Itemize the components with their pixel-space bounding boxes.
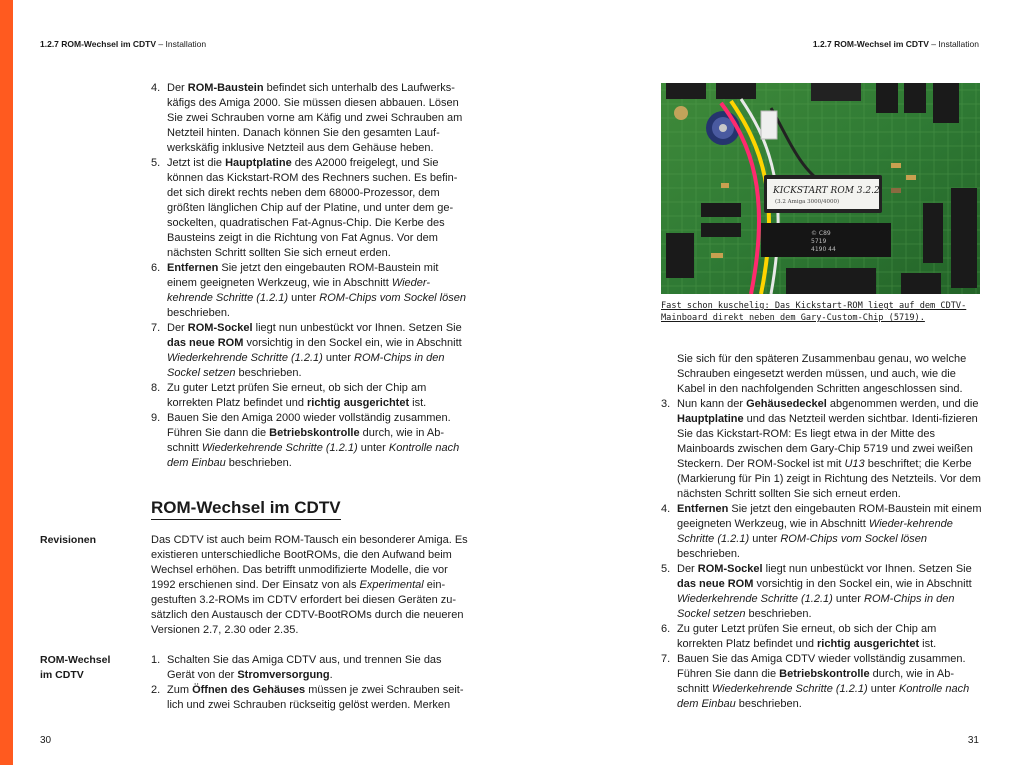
revisionen-paragraph: Das CDTV ist auch beim ROM-Tausch ein besonderer Amiga. Es existieren unterschiedliche BootROMs, die den Aufwand beim Wechsel erhöhen. Das betrifft unmodifizierte Modelle, die vor 1992 erschienen sind. Der Einsatz von als Experimental ein-gestuften 3.2-ROMs im CDTV erfordert bei diesen Geräten zu-sätzlich den Austausch der CDTV-BootROMs durch die neueren Versionen 2.7, 2.30 oder 2.35. <box>151 534 468 636</box>
gary-label-line2: 5719 <box>811 238 827 245</box>
list-item: 9. Bauen Sie den Amiga 2000 wieder vollständig zusammen. Führen Sie dann die Betriebskontrolle durch, wie in Ab-schnitt Wiederkehrende Schritte (1.2.1) unter Kontrolle nach dem Einbau beschrieben. <box>151 412 460 469</box>
list-item: 6. Zu guter Letzt prüfen Sie erneut, ob sich der Chip am korrekten Platz befindet und richtig ausgerichtet ist. <box>661 623 937 650</box>
photo-caption: Fast schon kuschelig: Das Kickstart-ROM liegt auf dem CDTV- Mainboard direkt neben dem Gary-Custom-Chip (5719). <box>661 301 967 323</box>
list-item: 5. Der ROM-Sockel liegt nun unbestückt vor Ihnen. Setzen Sie das neue ROM vorsichtig in den Sockel ein, wie in Abschnitt Wiederkehrende Schritte (1.2.1) unter ROM-Chips in den Sockel setzen beschrieben. <box>661 563 972 620</box>
cdtv-steps-list-start <box>151 653 471 713</box>
rom-label-line1: KICKSTART ROM 3.2.2 <box>773 186 880 196</box>
list-item: 8. Zu guter Letzt prüfen Sie erneut, ob sich der Chip am korrekten Platz befindet und richtig ausgerichtet ist. <box>151 382 427 409</box>
mainboard-illustration <box>661 83 980 294</box>
list-item: 2. Zum Öffnen des Gehäuses müssen je zwei Schrauben seit-lich und zwei Schrauben rückseitig gelöst werden. Merken <box>151 684 464 711</box>
gary-label-line1: © C89 <box>811 230 831 237</box>
list-item: 7. Bauen Sie das Amiga CDTV wieder vollständig zusammen. Führen Sie dann die Betriebskontrolle durch, wie in Ab-schnitt Wiederkehrende Schritte (1.2.1) unter Kontrolle nach dem Einbau beschrieben. <box>661 653 970 710</box>
list-item-continuation: Sie sich für den späteren Zusammenbau genau, wo welche Schrauben eingesetzt werden müssen, und auch, wie die Kabel in den nachfolgenden Schritten angeschlossen sind. <box>677 353 967 395</box>
running-header-left: 1.2.7 ROM-Wechsel im CDTV – Installation <box>40 39 207 49</box>
margin-label-revisionen: Revisionen <box>40 534 97 546</box>
running-header-right: 1.2.7 ROM-Wechsel im CDTV – Installation <box>812 39 979 49</box>
list-item: 5. Jetzt ist die Hauptplatine des A2000 freigelegt, und Sie können das Kickstart-ROM des Rechners suchen. Es befin-det sich direkt rechts neben dem 68000-Prozessor, dem größten länglichen Chip auf der Platine, und unter dem ge-sockelten, quadratischen Fat-Agnus-Chip. Die Kerbe des Bausteins zeigt in die Richtung von Fat Agnus. Vor dem nächsten Schritt sollten Sie sich erneut erden. <box>151 157 458 259</box>
list-item: 6. Entfernen Sie jetzt den eingebauten ROM-Baustein mit einem geeigneten Werkzeug, wie in Abschnitt Wieder-kehrende Schritte (1.2.1) unter ROM-Chips vom Sockel lösen beschrieben. <box>151 262 466 319</box>
page-number-left: 30 <box>40 735 52 746</box>
list-item: 4. Der ROM-Baustein befindet sich unterhalb des Laufwerks-käfigs des Amiga 2000. Sie müssen diesen abbauen. Lösen Sie zwei Schrauben vorne am Käfig und zwei Schrauben am Netzteil hinten. Danach können Sie den gesamten Lauf-werkskäfig inklusive Netzteil aus dem Gehäuse heben. <box>151 82 463 154</box>
list-item: 3. Nun kann der Gehäusedeckel abgenommen werden, und die Hauptplatine und das Netzteil werden sichtbar. Identi-fizieren Sie das Kickstart-ROM: Es liegt etwa in der Mitte des Mainboards zwischen dem Gary-Chip 5719 und zwei weißen Steckern. Der ROM-Sockel ist mit U13 beschriftet; die Kerbe (Markierung für Pin 1) zeigt in Richtung des Netzteils. Vor dem nächsten Schritt sollten Sie sich erneut erden. <box>661 398 981 500</box>
rom-label-line2: (3.2 Amiga 3000/4000) <box>775 199 840 205</box>
list-item: 7. Der ROM-Sockel liegt nun unbestückt vor Ihnen. Setzen Sie das neue ROM vorsichtig in den Sockel ein, wie in Abschnitt Wiederkehrende Schritte (1.2.1) unter ROM-Chips in den Sockel setzen beschrieben. <box>151 322 462 379</box>
orange-margin-stripe <box>0 0 13 765</box>
margin-label-rom-wechsel: ROM-Wechsel im CDTV <box>40 654 111 681</box>
gary-label-line3: 4190 44 <box>811 246 836 253</box>
section-heading: ROM-Wechsel im CDTV <box>151 497 341 520</box>
list-item: 1. Schalten Sie das Amiga CDTV aus, und trennen Sie das Gerät von der Stromversorgung. <box>151 654 442 681</box>
list-item: 4. Entfernen Sie jetzt den eingebauten ROM-Baustein mit einem geeigneten Werkzeug, wie in Abschnitt Wieder-kehrende Schritte (1.2.1) unter ROM-Chips vom Sockel lösen beschrieben. <box>661 503 982 560</box>
page-number-right: 31 <box>967 735 979 746</box>
cdtv-steps-list-continued <box>661 352 983 712</box>
mainboard-photo <box>661 83 980 294</box>
a2000-steps-list <box>151 81 471 471</box>
